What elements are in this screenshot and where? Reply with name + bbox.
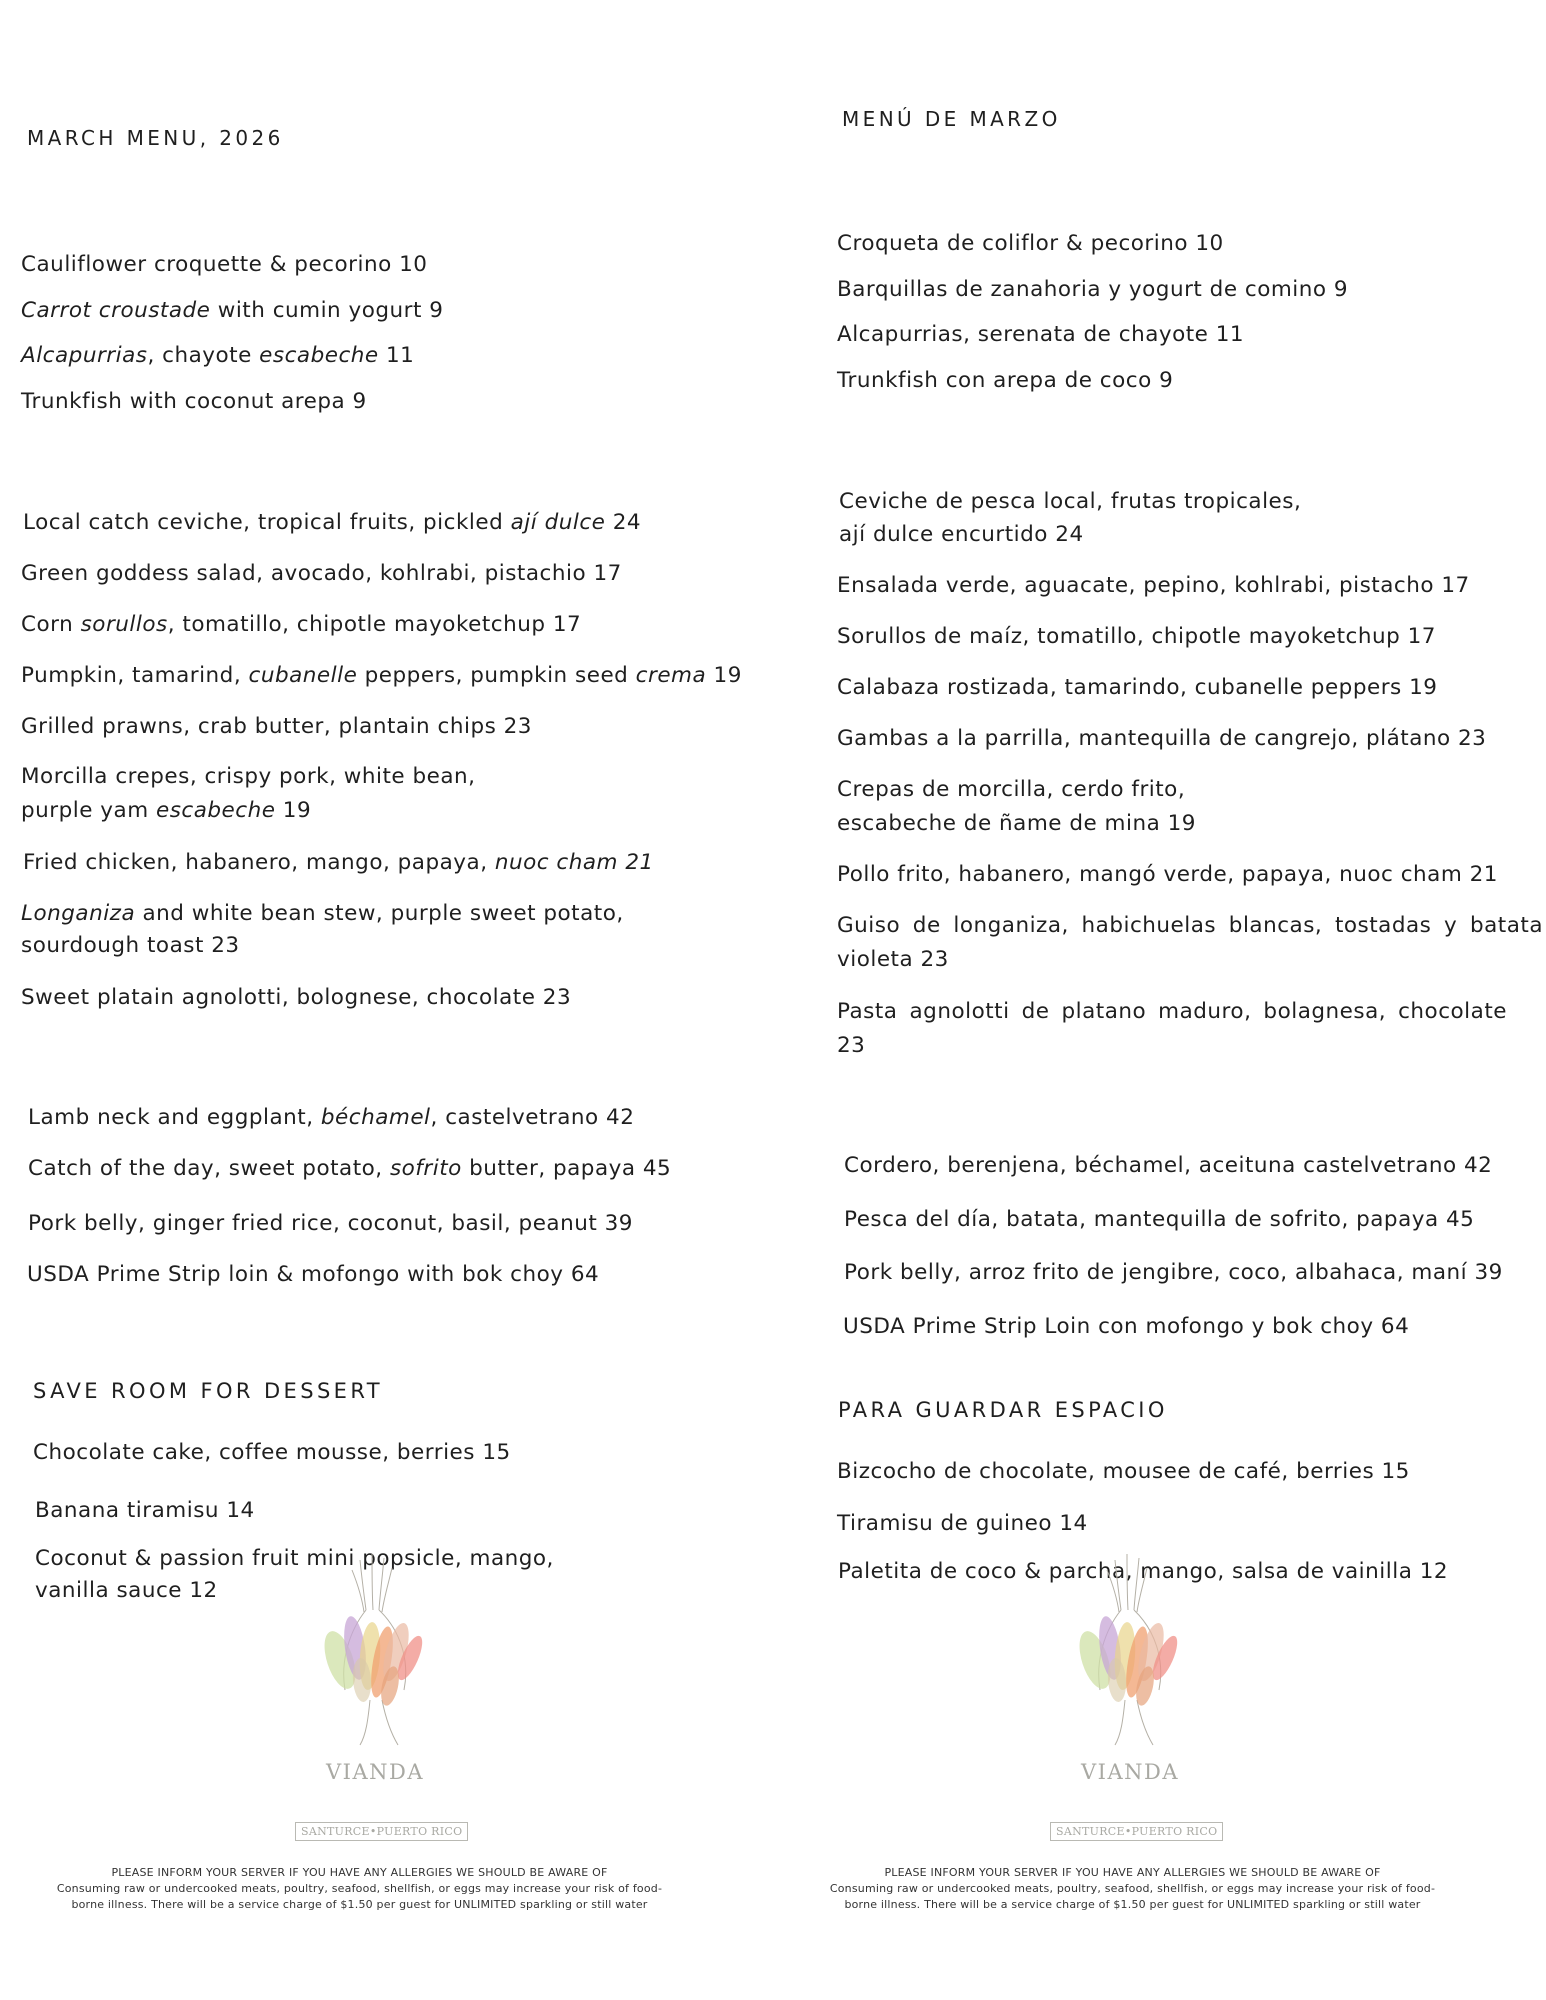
en-dessert-popsicle-line2: vanilla sauce 12 xyxy=(35,1578,218,1603)
es-brand-name: VIANDA xyxy=(1080,1760,1179,1784)
en-main-catch-c: butter, papaya 45 xyxy=(461,1156,672,1181)
es-plate-pasta-agnolotti: Pasta agnolotti de platano maduro, bolagnesa, chocolate 23 xyxy=(837,999,1507,1058)
es-main-strip-loin: USDA Prime Strip Loin con mofongo y bok choy 64 xyxy=(843,1314,1410,1339)
en-plate-morcilla-price: 19 xyxy=(275,798,312,823)
en-plate-green-goddess: Green goddess salad, avocado, kohlrabi, pistachio 17 xyxy=(21,561,622,586)
en-plate-corn-a: Corn xyxy=(21,612,81,637)
es-main-pork-belly: Pork belly, arroz frito de jengibre, coco, albahaca, maní 39 xyxy=(844,1260,1503,1285)
en-plate-ceviche-a: Local catch ceviche, tropical fruits, pickled xyxy=(23,510,511,535)
es-plate-ensalada: Ensalada verde, aguacate, pepino, kohlrabi, pistacho 17 xyxy=(837,573,1470,598)
en-plate-morcilla-line1: Morcilla crepes, crispy pork, white bean, xyxy=(21,764,476,789)
en-plate-fried-chicken-nuoc-cham: nuoc cham 21 xyxy=(494,850,654,875)
en-main-catch-sofrito: sofrito xyxy=(389,1156,462,1181)
en-plate-longaniza-line2: sourdough toast 23 xyxy=(21,933,240,958)
en-dessert-popsicle-line1: Coconut & passion fruit mini popsicle, mango, xyxy=(35,1546,554,1571)
es-main-cordero: Cordero, berenjena, béchamel, aceituna castelvetrano 42 xyxy=(844,1153,1493,1178)
es-plate-crepas-line2: escabeche de ñame de mina 19 xyxy=(837,811,1196,836)
en-plate-pumpkin-c: peppers, pumpkin seed xyxy=(357,663,636,688)
en-plate-morcilla-escabeche: escabeche xyxy=(155,798,276,823)
en-plate-ceviche-price: 24 xyxy=(605,510,642,535)
en-main-catch-a: Catch of the day, sweet potato, xyxy=(28,1156,390,1181)
en-main-lamb-neck xyxy=(28,1101,634,1135)
en-main-pork-belly: Pork belly, ginger fried rice, coconut, basil, peanut 39 xyxy=(28,1211,633,1236)
en-snack-alcapurrias-escabeche: escabeche xyxy=(259,343,379,368)
en-dessert-banana-tiramisu: Banana tiramisu 14 xyxy=(35,1498,255,1523)
en-plate-pumpkin-cubanelle: cubanelle xyxy=(248,663,358,688)
es-plate-calabaza: Calabaza rostizada, tamarindo, cubanelle peppers 19 xyxy=(837,675,1438,700)
en-main-lamb-bechamel: béchamel xyxy=(320,1105,431,1130)
es-footer-service-charge: borne illness. There will be a service charge of $1.50 per guest for UNLIMITED sparkling or still water xyxy=(844,1898,1421,1911)
en-footer-allergies: PLEASE INFORM YOUR SERVER IF YOU HAVE ANY ALLERGIES WE SHOULD BE AWARE OF xyxy=(111,1866,608,1879)
en-dessert-title: SAVE ROOM FOR DESSERT xyxy=(33,1379,384,1403)
en-snack-carrot-croustade-rest: with cumin yogurt 9 xyxy=(210,298,444,323)
es-main-pesca: Pesca del día, batata, mantequilla de sofrito, papaya 45 xyxy=(844,1207,1475,1232)
es-dessert-bizcocho: Bizcocho de chocolate, mousee de café, berries 15 xyxy=(837,1459,1410,1484)
es-snack-croqueta: Croqueta de coliflor & pecorino 10 xyxy=(837,231,1224,256)
es-plate-ceviche-line2: ají dulce encurtido 24 xyxy=(839,522,1084,547)
en-snack-alcapurrias-mid: , chayote xyxy=(147,343,260,368)
root-vegetables-icon xyxy=(1055,1540,1205,1750)
en-main-lamb-c: , castelvetrano 42 xyxy=(430,1105,635,1130)
en-plate-ceviche xyxy=(23,506,641,540)
es-dessert-paletita: Paletita de coco & parcha, mango, salsa de vainilla 12 xyxy=(838,1559,1449,1584)
en-plate-morcilla-a: purple yam xyxy=(21,798,156,823)
en-main-catch-of-the-day xyxy=(28,1152,671,1186)
en-brand-name: VIANDA xyxy=(325,1760,424,1784)
en-brand-location: SANTURCE•PUERTO RICO xyxy=(295,1822,468,1841)
en-plate-corn-sorullos xyxy=(21,608,581,642)
en-plate-corn-sorullos-italic: sorullos xyxy=(80,612,168,637)
en-plate-pumpkin xyxy=(21,659,742,693)
es-brand-location: SANTURCE•PUERTO RICO xyxy=(1050,1822,1223,1841)
en-plate-agnolotti: Sweet platain agnolotti, bolognese, chocolate 23 xyxy=(21,985,572,1010)
es-plate-sorullos: Sorullos de maíz, tomatillo, chipotle mayoketchup 17 xyxy=(837,624,1436,649)
en-plate-grilled-prawns: Grilled prawns, crab butter, plantain chips 23 xyxy=(21,714,532,739)
es-plate-guiso-longaniza: Guiso de longaniza, habichuelas blancas, tostadas y batata violeta 23 xyxy=(837,913,1543,972)
en-snack-alcapurrias-price: 11 xyxy=(378,343,415,368)
en-footer-service-charge: borne illness. There will be a service charge of $1.50 per guest for UNLIMITED sparkling or still water xyxy=(71,1898,648,1911)
en-plate-longaniza-line1 xyxy=(21,897,624,931)
en-main-strip-loin: USDA Prime Strip loin & mofongo with bok choy 64 xyxy=(27,1262,600,1287)
es-dessert-tiramisu: Tiramisu de guineo 14 xyxy=(837,1511,1088,1536)
es-plate-crepas-line1: Crepas de morcilla, cerdo frito, xyxy=(837,777,1186,802)
es-footer xyxy=(820,1865,1445,1913)
es-plate-gambas: Gambas a la parrilla, mantequilla de cangrejo, plátano 23 xyxy=(837,726,1487,751)
es-footer-consuming: Consuming raw or undercooked meats, poultry, seafood, shellfish, or eggs may increase your risk of food- xyxy=(829,1882,1436,1895)
es-plate-pollo-frito: Pollo frito, habanero, mangó verde, papaya, nuoc cham 21 xyxy=(837,862,1498,887)
en-plate-longaniza-rest: and white bean stew, purple sweet potato, xyxy=(135,901,624,926)
en-snack-carrot-croustade-italic: Carrot croustade xyxy=(21,298,211,323)
es-snack-barquillas: Barquillas de zanahoria y yogurt de comino 9 xyxy=(837,277,1349,302)
en-dessert-chocolate-cake: Chocolate cake, coffee mousse, berries 15 xyxy=(33,1440,511,1465)
en-plate-longaniza-italic: Longaniza xyxy=(21,901,136,926)
es-snack-alcapurrias: Alcapurrias, serenata de chayote 11 xyxy=(837,322,1245,347)
en-snack-alcapurrias-italic: Alcapurrias xyxy=(21,343,148,368)
en-plate-pumpkin-crema: crema xyxy=(635,663,707,688)
en-snack-cauliflower-croquette: Cauliflower croquette & pecorino 10 xyxy=(21,252,428,277)
en-snack-trunkfish: Trunkfish with coconut arepa 9 xyxy=(21,389,367,414)
en-plate-morcilla-line2 xyxy=(21,794,311,828)
es-footer-allergies: PLEASE INFORM YOUR SERVER IF YOU HAVE ANY ALLERGIES WE SHOULD BE AWARE OF xyxy=(884,1866,1381,1879)
en-plate-pumpkin-a: Pumpkin, tamarind, xyxy=(21,663,249,688)
en-plate-corn-rest: , tomatillo, chipotle mayoketchup 17 xyxy=(167,612,582,637)
root-vegetables-icon xyxy=(300,1540,450,1750)
es-dessert-title: PARA GUARDAR ESPACIO xyxy=(838,1398,1168,1422)
en-main-lamb-a: Lamb neck and eggplant, xyxy=(28,1105,321,1130)
en-footer xyxy=(47,1865,672,1913)
en-footer-consuming: Consuming raw or undercooked meats, poultry, seafood, shellfish, or eggs may increase your risk of food- xyxy=(56,1882,663,1895)
english-menu-title: MARCH MENU, 2026 xyxy=(27,126,284,150)
spanish-menu-title: MENÚ DE MARZO xyxy=(842,107,1061,131)
es-plate-ceviche-line1: Ceviche de pesca local, frutas tropicales, xyxy=(839,489,1302,514)
en-plate-pumpkin-price: 19 xyxy=(706,663,742,688)
es-snack-trunkfish: Trunkfish con arepa de coco 9 xyxy=(837,368,1174,393)
en-snack-carrot-croustade xyxy=(21,294,443,328)
en-plate-fried-chicken-a: Fried chicken, habanero, mango, papaya, xyxy=(23,850,495,875)
en-plate-fried-chicken xyxy=(23,846,654,880)
en-snack-alcapurrias xyxy=(21,339,414,373)
en-plate-ceviche-aji: ají dulce xyxy=(510,510,606,535)
